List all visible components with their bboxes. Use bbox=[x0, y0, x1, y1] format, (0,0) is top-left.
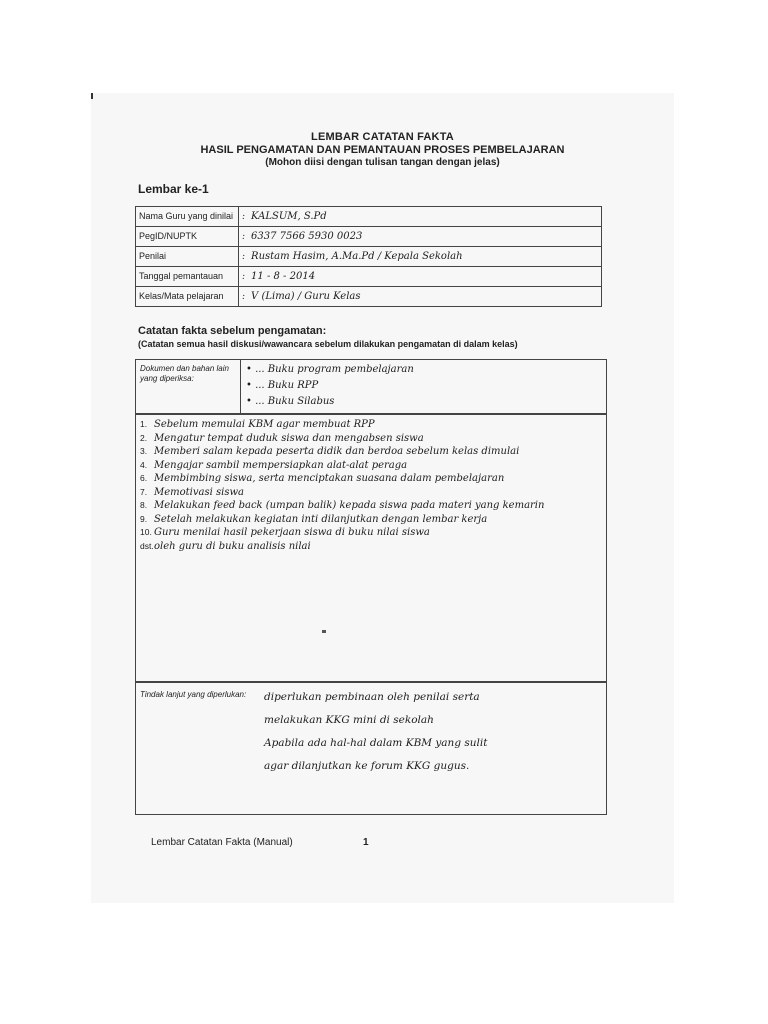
field-value bbox=[239, 287, 602, 307]
field-value bbox=[239, 267, 602, 287]
item-number: 9. bbox=[140, 513, 148, 524]
item-text: Mengatur tempat duduk siswa dan mengabsen siswa bbox=[154, 432, 424, 444]
info-table bbox=[135, 206, 602, 307]
list-item bbox=[140, 499, 544, 513]
item-text: Mengajar sambil mempersiapkan alat-alat peraga bbox=[154, 459, 408, 471]
item-text: Setelah melakukan kegiatan inti dilanjutkan dengan lembar kerja bbox=[154, 513, 488, 525]
item-text: Guru menilai hasil pekerjaan siswa di buku nilai siswa bbox=[154, 527, 430, 538]
list-item bbox=[140, 418, 544, 432]
colon: : bbox=[242, 232, 246, 242]
field-value bbox=[239, 207, 602, 227]
documents-label: Dokumen dan bahan lain yang diperiksa: bbox=[140, 364, 229, 383]
scan-mark bbox=[91, 93, 93, 99]
text-line: melakukan KKG mini di sekolah bbox=[264, 714, 434, 726]
notes-box bbox=[135, 413, 607, 683]
follow-up-text bbox=[264, 686, 487, 778]
footer-label: Lembar Catatan Fakta (Manual) bbox=[151, 837, 293, 848]
table-row bbox=[136, 207, 602, 227]
field-value bbox=[239, 227, 602, 247]
field-label: Kelas/Mata pelajaran bbox=[136, 287, 239, 307]
page-number: 1 bbox=[363, 837, 369, 848]
text-line: Apabila ada hal-hal dalam KBM yang sulit bbox=[264, 737, 488, 749]
field-label: Penilai bbox=[136, 247, 239, 267]
form-title: LEMBAR CATATAN FAKTA bbox=[311, 131, 454, 143]
colon: : bbox=[242, 252, 246, 262]
scan-speck bbox=[322, 630, 326, 633]
item-text: oleh guru di buku analisis nilai bbox=[154, 540, 311, 552]
table-row bbox=[136, 287, 602, 307]
table-row bbox=[136, 267, 602, 287]
documents-list bbox=[246, 362, 414, 410]
table-row bbox=[136, 247, 602, 267]
form-subtitle: HASIL PENGAMATAN DAN PEMANTAUAN PROSES PEMBELAJARAN bbox=[200, 144, 565, 156]
list-item: • ... Buku Silabus bbox=[246, 396, 335, 407]
document-page bbox=[91, 93, 674, 903]
list-item: • ... Buku RPP bbox=[246, 380, 319, 391]
field-value bbox=[239, 247, 602, 267]
item-number: 3. bbox=[140, 446, 148, 456]
item-text: Membimbing siswa, serta menciptakan suasana dalam pembelajaran bbox=[154, 473, 505, 484]
item-number: 2. bbox=[140, 432, 148, 443]
table-row bbox=[136, 227, 602, 247]
notes-section-subtitle: (Catatan semua hasil diskusi/wawancara sebelum dilakukan pengamatan di dalam kelas) bbox=[138, 339, 518, 349]
text-line: agar dilanjutkan ke forum KKG gugus. bbox=[264, 760, 470, 772]
teacher-name: KALSUM, S.Pd bbox=[251, 211, 327, 222]
list-item bbox=[140, 472, 544, 486]
list-item bbox=[140, 486, 544, 500]
colon: : bbox=[242, 292, 246, 302]
list-item bbox=[140, 445, 544, 459]
sheet-label: Lembar ke-1 bbox=[138, 182, 209, 196]
divider bbox=[240, 360, 241, 414]
documents-box bbox=[135, 359, 607, 415]
class-value: V (Lima) / Guru Kelas bbox=[251, 291, 361, 302]
notes-section-title: Catatan fakta sebelum pengamatan: bbox=[138, 325, 327, 337]
item-number: 4. bbox=[140, 459, 148, 470]
item-number: dst. bbox=[140, 540, 154, 551]
nuptk-value: 6337 7566 5930 0023 bbox=[251, 231, 363, 242]
field-label: Nama Guru yang dinilai bbox=[136, 207, 239, 227]
follow-up-label: Tindak lanjut yang diperlukan: bbox=[140, 690, 247, 699]
item-number: 8. bbox=[140, 500, 148, 510]
item-number: 7. bbox=[140, 486, 148, 497]
date-value: 11 - 8 - 2014 bbox=[251, 271, 316, 282]
field-label: Tanggal pemantauan bbox=[136, 267, 239, 287]
item-number: 6. bbox=[140, 473, 148, 483]
list-item bbox=[140, 540, 544, 554]
colon: : bbox=[242, 212, 246, 222]
list-item: • ... Buku program pembelajaran bbox=[246, 364, 414, 375]
item-text: Memotivasi siswa bbox=[154, 486, 244, 498]
form-instruction: (Mohon diisi dengan tulisan tangan dengan jelas) bbox=[265, 157, 500, 168]
text-line: diperlukan pembinaan oleh penilai serta bbox=[264, 691, 480, 703]
follow-up-box bbox=[135, 681, 607, 815]
item-number: 10. bbox=[140, 527, 152, 537]
list-item bbox=[140, 513, 544, 527]
list-item bbox=[140, 432, 544, 446]
notes-list bbox=[140, 418, 544, 553]
item-text: Memberi salam kepada peserta didik dan berdoa sebelum kelas dimulai bbox=[154, 446, 520, 457]
colon: : bbox=[242, 272, 246, 282]
field-label: PegID/NUPTK bbox=[136, 227, 239, 247]
item-number: 1. bbox=[140, 419, 148, 429]
list-item bbox=[140, 459, 544, 473]
item-text: Melakukan feed back (umpan balik) kepada siswa pada materi yang kemarin bbox=[154, 500, 545, 511]
assessor-value: Rustam Hasim, A.Ma.Pd / Kepala Sekolah bbox=[251, 251, 463, 262]
list-item bbox=[140, 526, 544, 540]
item-text: Sebelum memulai KBM agar membuat RPP bbox=[154, 419, 375, 430]
